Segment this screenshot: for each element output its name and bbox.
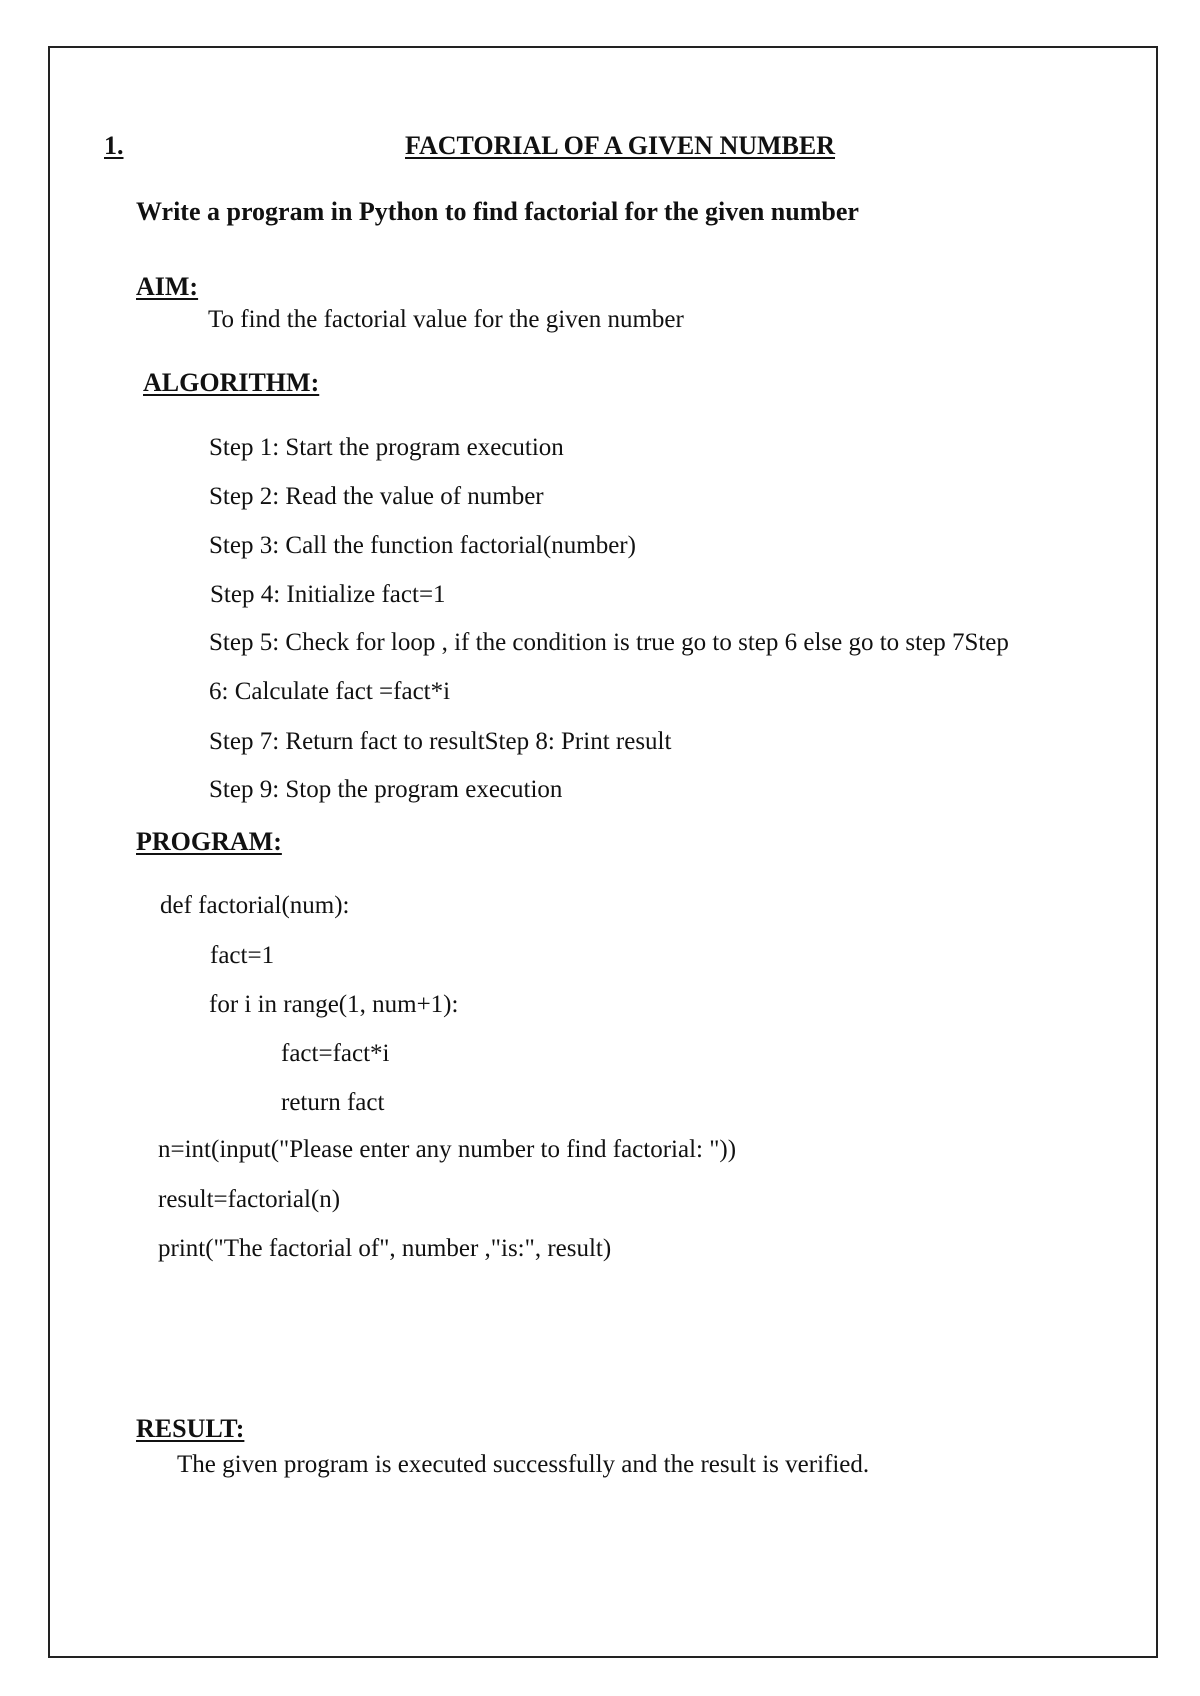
code-line: fact=1 (210, 942, 275, 969)
algorithm-step: Step 4: Initialize fact=1 (210, 581, 446, 608)
aim-heading: AIM: (136, 272, 199, 301)
code-line: def factorial(num): (160, 892, 350, 919)
result-text: The given program is executed successfully and the result is verified. (177, 1451, 870, 1478)
code-line: n=int(input("Please enter any number to find factorial: ")) (158, 1136, 737, 1163)
code-line: fact=fact*i (281, 1040, 390, 1067)
algorithm-step: 6: Calculate fact =fact*i (209, 678, 451, 705)
code-line: print("The factorial of", number ,"is:", result) (158, 1235, 612, 1262)
program-heading: PROGRAM: (136, 827, 282, 856)
algorithm-step: Step 1: Start the program execution (209, 434, 564, 461)
algorithm-step: Step 3: Call the function factorial(number) (209, 532, 636, 559)
algorithm-step: Step 7: Return fact to resultStep 8: Print result (209, 728, 672, 755)
algorithm-step: Step 9: Stop the program execution (209, 776, 563, 803)
page-title: FACTORIAL OF A GIVEN NUMBER (405, 131, 836, 160)
algorithm-step: Step 5: Check for loop , if the condition is true go to step 6 else go to step 7Step (209, 629, 1009, 656)
code-line: for i in range(1, num+1): (209, 991, 459, 1018)
question-text: Write a program in Python to find factorial for the given number (136, 197, 859, 226)
code-line: result=factorial(n) (158, 1186, 341, 1213)
result-heading: RESULT: (136, 1414, 245, 1443)
algorithm-heading: ALGORITHM: (143, 368, 320, 397)
algorithm-step: Step 2: Read the value of number (209, 483, 544, 510)
code-line: return fact (281, 1089, 385, 1116)
experiment-number: 1. (104, 131, 124, 160)
aim-text: To find the factorial value for the given number (208, 306, 684, 333)
